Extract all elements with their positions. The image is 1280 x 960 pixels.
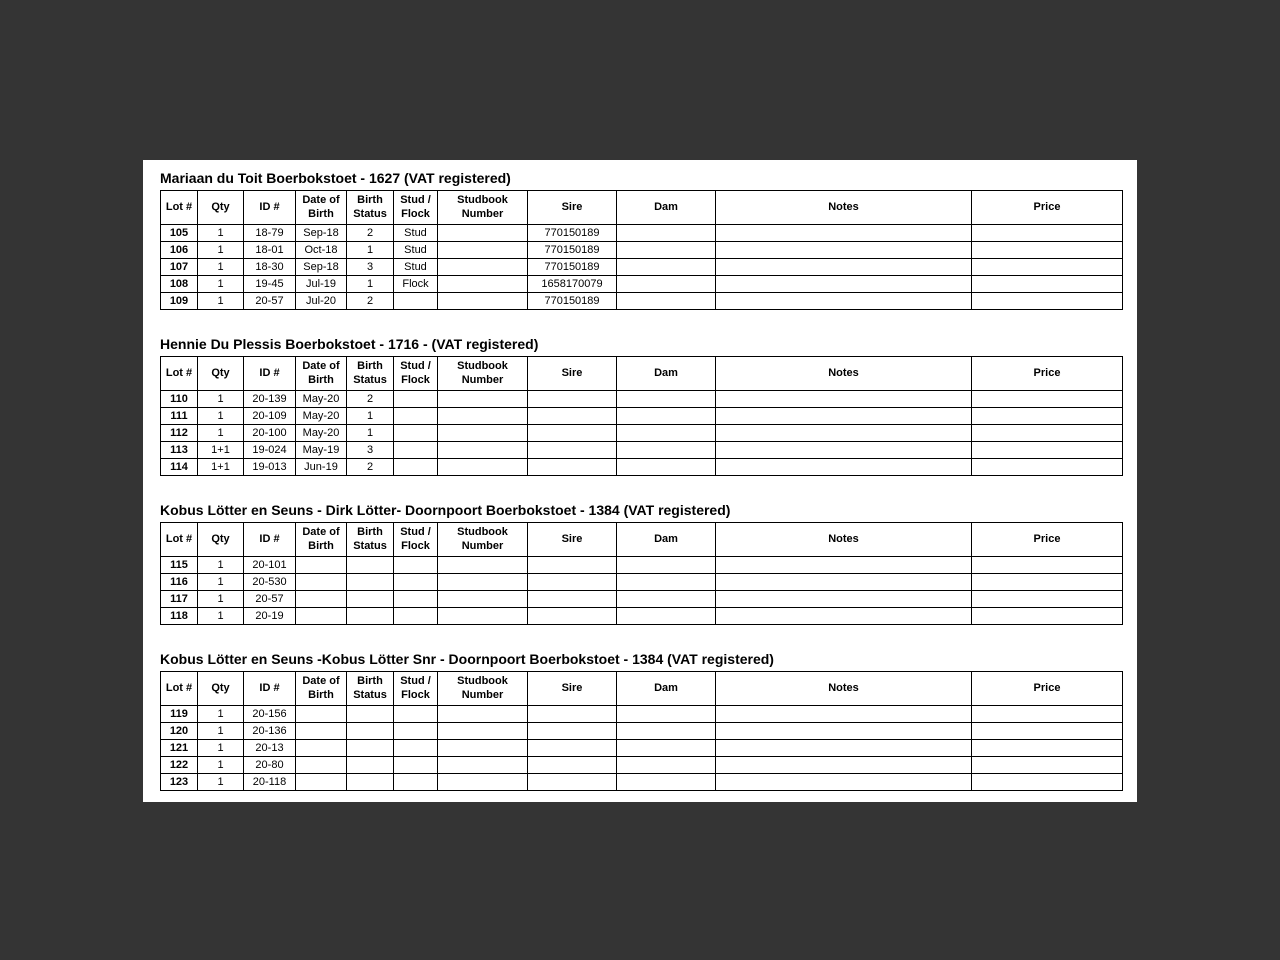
cell [438, 706, 528, 723]
cell: 2 [347, 391, 394, 408]
column-header: ID # [244, 357, 296, 391]
cell [972, 774, 1123, 791]
cell: May-19 [296, 442, 347, 459]
cell: 18-30 [244, 259, 296, 276]
cell [438, 774, 528, 791]
column-header: Stud / Flock [394, 191, 438, 225]
cell [438, 723, 528, 740]
cell [296, 706, 347, 723]
column-header: Birth Status [347, 672, 394, 706]
cell [716, 459, 972, 476]
cell [617, 442, 716, 459]
table-row [161, 293, 1123, 310]
lot-number-cell: 110 [161, 391, 198, 408]
lot-number-cell: 108 [161, 276, 198, 293]
table-row [161, 608, 1123, 625]
column-header: Qty [198, 523, 244, 557]
column-header: Price [972, 191, 1123, 225]
column-header: Birth Status [347, 357, 394, 391]
cell: May-20 [296, 408, 347, 425]
cell: 1 [198, 557, 244, 574]
cell [972, 276, 1123, 293]
cell: Jul-19 [296, 276, 347, 293]
cell [394, 293, 438, 310]
column-header: Sire [528, 191, 617, 225]
cell [528, 425, 617, 442]
column-header: Lot # [161, 672, 198, 706]
cell [528, 391, 617, 408]
column-header: Sire [528, 672, 617, 706]
column-header: Birth Status [347, 523, 394, 557]
cell [528, 591, 617, 608]
lot-number-cell: 120 [161, 723, 198, 740]
cell: 3 [347, 259, 394, 276]
lot-number-cell: 117 [161, 591, 198, 608]
table-row [161, 225, 1123, 242]
table-row [161, 442, 1123, 459]
column-header: ID # [244, 523, 296, 557]
cell [972, 259, 1123, 276]
cell: 20-109 [244, 408, 296, 425]
column-header: Notes [716, 523, 972, 557]
cell [972, 442, 1123, 459]
table-row [161, 740, 1123, 757]
cell: 1 [198, 574, 244, 591]
cell [438, 459, 528, 476]
cell: 2 [347, 459, 394, 476]
cell [716, 757, 972, 774]
cell: 19-013 [244, 459, 296, 476]
cell [394, 408, 438, 425]
cell: 1 [198, 706, 244, 723]
table-row [161, 706, 1123, 723]
cell [296, 557, 347, 574]
lot-number-cell: 113 [161, 442, 198, 459]
cell [716, 242, 972, 259]
cell [972, 459, 1123, 476]
section-title: Mariaan du Toit Boerbokstoet - 1627 (VAT registered) [160, 170, 511, 186]
cell [394, 557, 438, 574]
cell: 1 [198, 757, 244, 774]
cell [716, 774, 972, 791]
cell: May-20 [296, 425, 347, 442]
cell [394, 459, 438, 476]
cell: 20-13 [244, 740, 296, 757]
cell [347, 557, 394, 574]
cell: 20-156 [244, 706, 296, 723]
table-row [161, 408, 1123, 425]
lot-number-cell: 106 [161, 242, 198, 259]
cell: 1+1 [198, 459, 244, 476]
cell [716, 591, 972, 608]
cell [617, 293, 716, 310]
cell: 1 [347, 425, 394, 442]
cell [438, 276, 528, 293]
cell [528, 442, 617, 459]
cell [617, 425, 716, 442]
cell [528, 757, 617, 774]
cell [438, 574, 528, 591]
cell [617, 225, 716, 242]
header-row [161, 191, 1123, 225]
cell [296, 740, 347, 757]
column-header: Lot # [161, 523, 198, 557]
lot-number-cell: 121 [161, 740, 198, 757]
column-header: Lot # [161, 357, 198, 391]
cell: 1+1 [198, 442, 244, 459]
cell: 1 [198, 591, 244, 608]
lot-number-cell: 119 [161, 706, 198, 723]
table-row [161, 259, 1123, 276]
cell [617, 557, 716, 574]
cell: Stud [394, 242, 438, 259]
cell: 20-57 [244, 293, 296, 310]
column-header: Date of Birth [296, 523, 347, 557]
cell [347, 774, 394, 791]
cell [438, 408, 528, 425]
section-title: Kobus Lötter en Seuns -Kobus Lötter Snr - Doornpoort Boerbokstoet - 1384 (VAT registered) [160, 651, 774, 668]
cell [347, 608, 394, 625]
cell [394, 740, 438, 757]
lot-number-cell: 111 [161, 408, 198, 425]
lot-table [160, 671, 1123, 791]
cell: Stud [394, 259, 438, 276]
cell [972, 242, 1123, 259]
cell [716, 574, 972, 591]
cell [972, 740, 1123, 757]
lot-section [160, 170, 1121, 310]
column-header: Date of Birth [296, 672, 347, 706]
cell [716, 608, 972, 625]
cell [617, 723, 716, 740]
cell: Jun-19 [296, 459, 347, 476]
cell [528, 459, 617, 476]
cell: 1 [347, 242, 394, 259]
cell [972, 574, 1123, 591]
cell [394, 425, 438, 442]
lot-number-cell: 107 [161, 259, 198, 276]
section-title: Kobus Lötter en Seuns - Dirk Lötter- Doornpoort Boerbokstoet - 1384 (VAT registered) [160, 502, 731, 519]
column-header: Price [972, 672, 1123, 706]
table-row [161, 774, 1123, 791]
cell [296, 574, 347, 591]
cell [716, 723, 972, 740]
cell [972, 425, 1123, 442]
cell [716, 293, 972, 310]
cell: 1 [198, 774, 244, 791]
column-header: ID # [244, 191, 296, 225]
cell [972, 225, 1123, 242]
cell [394, 774, 438, 791]
cell: 770150189 [528, 225, 617, 242]
column-header: Lot # [161, 191, 198, 225]
table-row [161, 242, 1123, 259]
cell [394, 574, 438, 591]
column-header: Stud / Flock [394, 672, 438, 706]
lot-section [160, 336, 1121, 476]
cell: Sep-18 [296, 225, 347, 242]
cell [716, 740, 972, 757]
lot-number-cell: 112 [161, 425, 198, 442]
cell [972, 608, 1123, 625]
lot-table [160, 190, 1123, 310]
cell: 18-01 [244, 242, 296, 259]
cell [438, 242, 528, 259]
cell: 1 [198, 276, 244, 293]
lot-number-cell: 114 [161, 459, 198, 476]
cell [347, 574, 394, 591]
cell [617, 757, 716, 774]
cell [617, 259, 716, 276]
column-header: Date of Birth [296, 357, 347, 391]
lot-section [160, 502, 1121, 625]
cell [716, 425, 972, 442]
column-header: Studbook Number [438, 191, 528, 225]
cell: 20-139 [244, 391, 296, 408]
cell [438, 557, 528, 574]
lot-number-cell: 109 [161, 293, 198, 310]
cell: 1 [198, 740, 244, 757]
cell: 770150189 [528, 293, 617, 310]
cell [716, 276, 972, 293]
column-header: Dam [617, 672, 716, 706]
column-header: Qty [198, 672, 244, 706]
table-row [161, 757, 1123, 774]
table-row [161, 723, 1123, 740]
cell: Jul-20 [296, 293, 347, 310]
cell [394, 442, 438, 459]
cell [394, 757, 438, 774]
cell: 770150189 [528, 242, 617, 259]
cell [528, 408, 617, 425]
cell [528, 774, 617, 791]
column-header: Birth Status [347, 191, 394, 225]
cell [296, 608, 347, 625]
column-header: Studbook Number [438, 357, 528, 391]
cell: 1 [347, 276, 394, 293]
cell [438, 442, 528, 459]
column-header: Stud / Flock [394, 357, 438, 391]
cell [617, 706, 716, 723]
cell: 20-57 [244, 591, 296, 608]
cell: 1 [198, 293, 244, 310]
column-header: Studbook Number [438, 523, 528, 557]
cell: 1 [198, 242, 244, 259]
table-row [161, 459, 1123, 476]
column-header: Notes [716, 672, 972, 706]
cell [617, 591, 716, 608]
cell: 1 [198, 608, 244, 625]
cell: 1 [198, 391, 244, 408]
cell [438, 425, 528, 442]
header-row [161, 672, 1123, 706]
cell: 20-19 [244, 608, 296, 625]
cell: Flock [394, 276, 438, 293]
cell [438, 259, 528, 276]
cell: 20-530 [244, 574, 296, 591]
cell [528, 723, 617, 740]
column-header: Notes [716, 357, 972, 391]
column-header: Dam [617, 523, 716, 557]
cell [438, 293, 528, 310]
cell: 2 [347, 225, 394, 242]
column-header: Price [972, 357, 1123, 391]
cell [972, 391, 1123, 408]
cell [617, 574, 716, 591]
cell: 1 [198, 408, 244, 425]
column-header: Sire [528, 357, 617, 391]
cell [296, 723, 347, 740]
header-row [161, 523, 1123, 557]
lot-number-cell: 122 [161, 757, 198, 774]
cell [617, 242, 716, 259]
cell [716, 225, 972, 242]
cell [394, 723, 438, 740]
lot-number-cell: 105 [161, 225, 198, 242]
cell [347, 723, 394, 740]
sections-container [160, 170, 1121, 791]
lot-table [160, 522, 1123, 625]
cell: 1 [198, 425, 244, 442]
column-header: Notes [716, 191, 972, 225]
lot-number-cell: 116 [161, 574, 198, 591]
cell [438, 391, 528, 408]
cell [617, 774, 716, 791]
cell: Sep-18 [296, 259, 347, 276]
cell: Oct-18 [296, 242, 347, 259]
cell [972, 723, 1123, 740]
cell: 20-101 [244, 557, 296, 574]
cell [296, 774, 347, 791]
table-row [161, 425, 1123, 442]
cell [972, 591, 1123, 608]
cell [972, 706, 1123, 723]
cell: Stud [394, 225, 438, 242]
cell [438, 608, 528, 625]
table-row [161, 591, 1123, 608]
cell: 3 [347, 442, 394, 459]
cell [394, 706, 438, 723]
cell [438, 591, 528, 608]
cell: 18-79 [244, 225, 296, 242]
cell [716, 408, 972, 425]
cell [347, 706, 394, 723]
cell [438, 740, 528, 757]
cell [716, 442, 972, 459]
cell [617, 740, 716, 757]
cell [617, 391, 716, 408]
cell [347, 757, 394, 774]
column-header: Studbook Number [438, 672, 528, 706]
cell [617, 408, 716, 425]
cell [528, 557, 617, 574]
cell: 1 [198, 259, 244, 276]
cell: 19-45 [244, 276, 296, 293]
cell [296, 757, 347, 774]
column-header: ID # [244, 672, 296, 706]
cell [716, 259, 972, 276]
cell [528, 608, 617, 625]
cell [347, 740, 394, 757]
cell [617, 608, 716, 625]
cell [394, 391, 438, 408]
column-header: Price [972, 523, 1123, 557]
cell: 20-100 [244, 425, 296, 442]
cell [972, 408, 1123, 425]
cell [716, 706, 972, 723]
cell [438, 757, 528, 774]
column-header: Stud / Flock [394, 523, 438, 557]
cell: 1 [198, 723, 244, 740]
cell [394, 591, 438, 608]
column-header: Qty [198, 191, 244, 225]
table-row [161, 391, 1123, 408]
column-header: Date of Birth [296, 191, 347, 225]
document-page [143, 160, 1137, 802]
cell [716, 557, 972, 574]
cell: 19-024 [244, 442, 296, 459]
table-row [161, 276, 1123, 293]
cell [528, 574, 617, 591]
cell [972, 757, 1123, 774]
cell [394, 608, 438, 625]
cell: 1 [198, 225, 244, 242]
column-header: Dam [617, 357, 716, 391]
cell: 20-118 [244, 774, 296, 791]
table-row [161, 574, 1123, 591]
section-title: Hennie Du Plessis Boerbokstoet - 1716 - (VAT registered) [160, 336, 539, 353]
cell [972, 293, 1123, 310]
table-row [161, 557, 1123, 574]
cell: 20-80 [244, 757, 296, 774]
cell: 770150189 [528, 259, 617, 276]
cell: 20-136 [244, 723, 296, 740]
cell [716, 391, 972, 408]
cell [617, 459, 716, 476]
lot-section [160, 651, 1121, 791]
lot-table [160, 356, 1123, 476]
cell [438, 225, 528, 242]
cell [347, 591, 394, 608]
cell [972, 557, 1123, 574]
cell: May-20 [296, 391, 347, 408]
header-row [161, 357, 1123, 391]
lot-number-cell: 115 [161, 557, 198, 574]
lot-number-cell: 123 [161, 774, 198, 791]
cell [617, 276, 716, 293]
cell: 2 [347, 293, 394, 310]
cell [528, 706, 617, 723]
column-header: Dam [617, 191, 716, 225]
cell: 1 [347, 408, 394, 425]
lot-number-cell: 118 [161, 608, 198, 625]
column-header: Sire [528, 523, 617, 557]
cell [296, 591, 347, 608]
cell [528, 740, 617, 757]
column-header: Qty [198, 357, 244, 391]
cell: 1658170079 [528, 276, 617, 293]
